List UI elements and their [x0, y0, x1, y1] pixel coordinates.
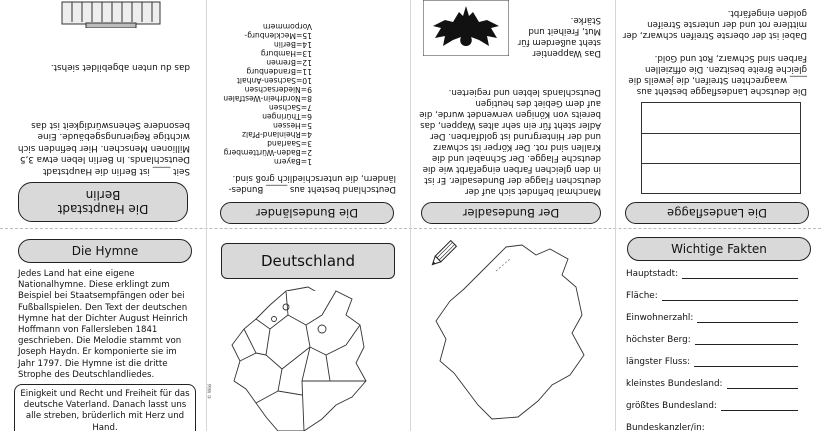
bundesland-item: 12=Bremen [266, 58, 312, 67]
fakten-row [626, 375, 798, 389]
germany-outline-map[interactable] [424, 241, 608, 431]
bundesland-item: 4=Rheinland-Pfalz [241, 130, 312, 139]
fakten-label: Fläche: [626, 291, 658, 301]
bundesland-item: 14=Berlin [273, 40, 312, 49]
hymne-text: Jedes Land hat eine eigene Nationalhymne. Diese erklingt zum Beispiel bei Staatsempfängen oder bei Fußballspielen. Den Text der deutschen Hymne hat der Dichter August Heinrich Hoffmann von Fallersleben 1841 geschrieben. Die Melodie stammt von Joseph Haydn. Er komponierte sie im Jahr 1797. Die Hymne ist die dritte Strophe des Deutschlandliedes. [18, 269, 188, 380]
bundesland-item: 11=Brandenburg [246, 67, 312, 76]
fakten-row [626, 331, 798, 345]
fakten-answer-line[interactable] [727, 380, 798, 389]
fakten-label: Hauptstadt: [626, 269, 679, 279]
fakten-row [626, 419, 798, 431]
germany-states-map[interactable] [226, 285, 396, 431]
fakten-answer-line[interactable] [721, 402, 798, 411]
panel-outline-map [410, 229, 615, 431]
fakten-label: höchster Berg: [626, 335, 691, 345]
fakten-answer-line[interactable] [694, 358, 798, 367]
bundesland-item: 1=Bayern [273, 157, 312, 166]
fakten-answer-line[interactable] [697, 314, 798, 323]
panel-hauptstadt [0, 0, 206, 228]
fakten-label: größtes Bundesland: [626, 401, 717, 411]
fakten-answer-line[interactable] [709, 424, 798, 431]
fakten-answer-line[interactable] [695, 336, 798, 345]
hymne-title: Die Hymne [18, 239, 192, 263]
landesflagge-title: Die Landesflagge [625, 202, 809, 224]
panel-deutschland [206, 229, 410, 431]
fakten-answer-line[interactable] [662, 292, 798, 301]
fakten-label: längster Fluss: [626, 357, 691, 367]
fakten-label: kleinstes Bundesland: [626, 379, 723, 389]
landesflagge-text2: Dabei ist der oberste Streifen schwarz, der mittlere rot und der unterste Streifen golden eingefärbt. [622, 8, 807, 40]
bundesland-item: 2=Baden-Württemberg [223, 148, 312, 157]
hauptstadt-title: Die Hauptstadt Berlin [18, 182, 188, 222]
fakten-title: Wichtige Fakten [627, 237, 811, 261]
hymne-verse: Einigkeit und Recht und Freiheit für das deutsche Vaterland. Danach lasst uns alle streben, brüderlich mit Herz und Hand. [20, 389, 190, 431]
hauptstadt-tail: das du unten abgebildet siehst. [50, 62, 190, 72]
bundeslaender-list [212, 22, 312, 166]
bundesadler-text: Manchmal befindet sich auf der deutschen Flagge der Bundesadler. Er ist in den gleichen Farben eingefärbt wie die deutsche Flagge. Der Schnabel und die Krallen sind rot. Der Körper ist schwarz und der Hintergrund ist goldfarben. Der Adler steht für ein sehr altes Wappen, das bereits von Königen verwendet wurde, die auf dem Gebiet des heutigen Deutschlands lebten und regierten. [419, 87, 601, 196]
bundesland-item: 8=Nordrhein-Westfalen [223, 94, 312, 103]
fakten-row [626, 353, 798, 367]
bundesadler-text2: Das Wappentier steht außerdem für Mut, Freiheit und Stärke. [517, 15, 601, 58]
bundesland-item: 15=Mecklenburg-Vorpommern [244, 22, 312, 40]
panel-bundesadler [410, 0, 615, 228]
bundesland-item: 7=Sachsen [268, 103, 312, 112]
bundeslaender-title: Die Bundesländer [220, 202, 394, 224]
bundesland-item: 5=Hessen [273, 121, 312, 130]
fakten-row [626, 265, 798, 279]
fakten-answer-line[interactable] [682, 270, 798, 279]
building-icon [56, 0, 166, 28]
bundeslaender-intro: Deutschland besteht aus _____ Bundes-ländern, die unterschiedlich groß sind. [228, 173, 396, 194]
hauptstadt-text: Seit ____ ist Berlin die Hauptstadt Deutschlands. In Berlin leben etwa 3,5 Millionen Menschen. Hier befinden sich wichtige Regierungsgebäude. Eine besondere Sehenswürdigkeit ist das [17, 120, 190, 176]
fakten-row [626, 309, 798, 323]
copyright-note: © Wiki [208, 383, 213, 399]
landesflagge-text: Die deutsche Landesflagge besteht aus ____ waagrechten Streifen, die jeweils die gleiche Breite besitzen. Die offiziellen Farben sind Schwarz, Rot und Gold. [628, 53, 807, 96]
bundesland-item: 13=Hamburg [260, 49, 312, 58]
panel-landesflagge [615, 0, 821, 228]
fakten-row [626, 287, 798, 301]
bundesland-item: 3=Saarland [267, 139, 312, 148]
bundesland-item: 10=Sachsen-Anhalt [236, 76, 312, 85]
hymne-verse-box [14, 384, 196, 431]
eagle-icon [423, 0, 509, 56]
bundesland-item: 6=Thüringen [262, 112, 312, 121]
fakten-label: Bundeskanzler/in: [626, 423, 705, 431]
bundesland-item: 9=Niedersachsen [244, 85, 312, 94]
panel-bundeslaender [206, 0, 410, 228]
deutschland-title: Deutschland [221, 243, 395, 279]
fakten-row [626, 397, 798, 411]
flag-drawing-area[interactable] [641, 102, 801, 194]
bundesadler-title: Der Bundesadler [421, 202, 601, 224]
panel-hymne [0, 229, 206, 431]
fakten-label: Einwohnerzahl: [626, 313, 694, 323]
